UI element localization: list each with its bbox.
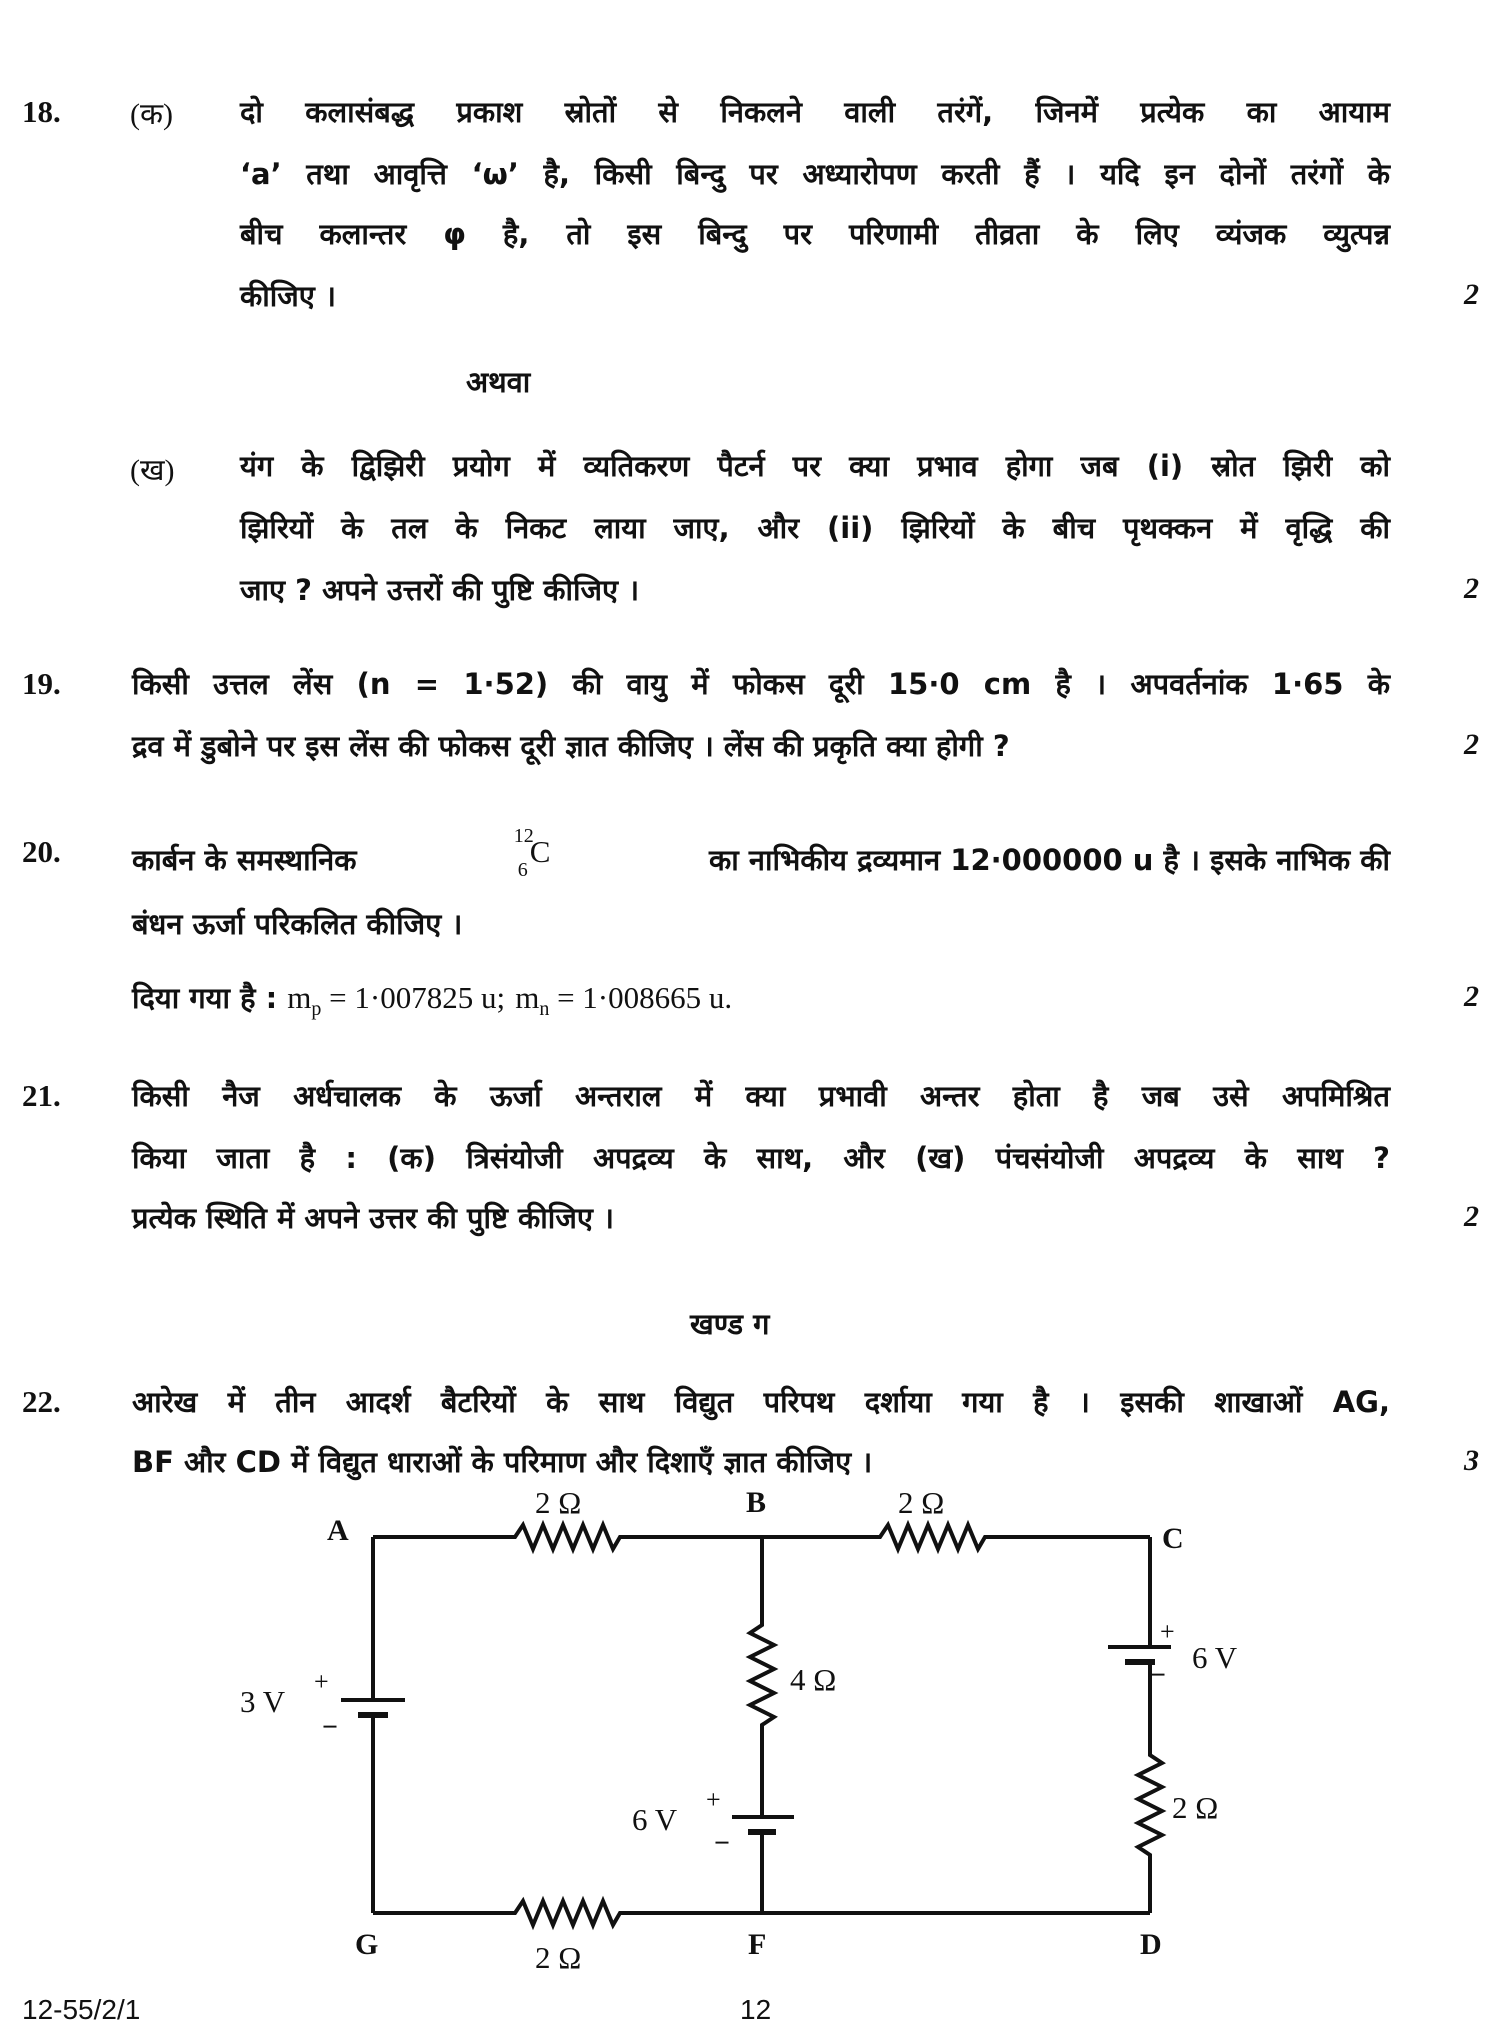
- page-number: 12: [740, 1994, 772, 2025]
- isotope-mass-number: 12: [513, 825, 534, 847]
- question-number-19: 19.: [22, 666, 61, 701]
- battery-cd-label: 6 V: [1192, 1640, 1238, 1675]
- q20-marks: 2: [1464, 980, 1479, 1013]
- battery-bf-minus: −: [714, 1828, 730, 1859]
- q19-marks: 2: [1464, 728, 1479, 761]
- q18a-line-4: कीजिए ।: [240, 279, 336, 313]
- q18-part-b-label: (ख): [130, 454, 175, 487]
- mn-expression: $m_n = 1\cdot 008665$ u.: [515, 980, 733, 1021]
- q18b-line-1: यंग के द्विझिरी प्रयोग में व्यतिकरण पैटर्न पर क्या प्रभाव होगा जब (i) स्रोत झिरी को: [240, 449, 1390, 483]
- or-label: अथवा: [466, 365, 531, 399]
- node-b-label: B: [746, 1486, 767, 1519]
- q22-marks: 3: [1464, 1444, 1479, 1477]
- battery-ag-minus: −: [322, 1712, 338, 1743]
- q18-part-a-label: (क): [130, 98, 174, 131]
- q18a-line-2: ‘a’ तथा आवृत्ति ‘ω’ है, किसी बिन्दु पर अध्यारोपण करती हैं । यदि इन दोनों तरंगों के: [240, 157, 1390, 191]
- section-heading: खण्ड ग: [690, 1307, 770, 1341]
- node-g-label: G: [355, 1928, 379, 1961]
- q18b-line-2: झिरियों के तल के निकट लाया जाए, और (ii) झिरियों के बीच पृथक्कन में वृद्धि की: [240, 511, 1390, 545]
- question-number-18: 18.: [22, 94, 61, 129]
- battery-cd-plus: +: [1160, 1617, 1175, 1646]
- question-number-21: 21.: [22, 1078, 61, 1113]
- battery-ag-label: 3 V: [240, 1684, 286, 1719]
- q20-text-after: का नाभिकीय द्रव्यमान 12·000000 u है । इसके नाभिक की: [709, 843, 1390, 877]
- node-c-label: C: [1162, 1522, 1184, 1555]
- given-label: दिया गया है :: [132, 981, 278, 1015]
- battery-bf-label: 6 V: [632, 1802, 678, 1837]
- q19-line-2: द्रव में डुबोने पर इस लेंस की फोकस दूरी ज्ञात कीजिए । लेंस की प्रकृति क्या होगी ?: [132, 729, 1010, 763]
- resistor-cd-label: 2 Ω: [1172, 1790, 1219, 1825]
- q22-line-1: आरेख में तीन आदर्श बैटरियों के साथ विद्युत परिपथ दर्शाया गया है । इसकी शाखाओं AG,: [132, 1385, 1390, 1419]
- q20-line-2: बंधन ऊर्जा परिकलित कीजिए ।: [132, 907, 463, 941]
- q18a-marks: 2: [1464, 278, 1479, 311]
- q18a-line-3: बीच कलान्तर φ है, तो इस बिन्दु पर परिणामी तीव्रता के लिए व्यंजक व्युत्पन्न: [240, 217, 1390, 251]
- question-number-22: 22.: [22, 1384, 61, 1419]
- resistor-bf-label: 4 Ω: [790, 1662, 837, 1697]
- q18b-marks: 2: [1464, 572, 1479, 605]
- q19-line-1: किसी उत्तल लेंस (n = 1·52) की वायु में फोकस दूरी 15·0 cm है । अपवर्तनांक 1·65 के: [132, 667, 1390, 701]
- question-number-20: 20.: [22, 834, 61, 869]
- node-a-label: A: [327, 1514, 349, 1547]
- paper-code: 12-55/2/1: [22, 1994, 141, 2025]
- node-d-label: D: [1140, 1928, 1162, 1961]
- isotope-symbol: C: [529, 834, 551, 869]
- battery-cd-minus: −: [1150, 1660, 1166, 1691]
- resistor-bc-label: 2 Ω: [898, 1485, 945, 1520]
- q21-marks: 2: [1464, 1200, 1479, 1233]
- q21-line-1: किसी नैज अर्धचालक के ऊर्जा अन्तराल में क्या प्रभावी अन्तर होता है जब उसे अपमिश्रित: [132, 1079, 1390, 1113]
- q20-text-before: कार्बन के समस्थानिक: [132, 843, 357, 877]
- isotope-atomic-number: 6: [517, 859, 528, 881]
- q18b-line-3: जाए ? अपने उत्तरों की पुष्टि कीजिए ।: [240, 573, 640, 607]
- node-f-label: F: [748, 1928, 767, 1961]
- q21-line-3: प्रत्येक स्थिति में अपने उत्तर की पुष्टि कीजिए ।: [132, 1201, 614, 1235]
- q21-line-2: किया जाता है : (क) त्रिसंयोजी अपद्रव्य के साथ, और (ख) पंचसंयोजी अपद्रव्य के साथ ?: [132, 1141, 1390, 1175]
- q18a-line-1: दो कलासंबद्ध प्रकाश स्रोतों से निकलने वाली तरंगें, जिनमें प्रत्येक का आयाम: [240, 95, 1390, 129]
- mp-expression: $m_p = 1\cdot 007825$ u;: [287, 980, 506, 1021]
- q22-line-2: BF और CD में विद्युत धाराओं के परिमाण और दिशाएँ ज्ञात कीजिए ।: [132, 1445, 873, 1479]
- resistor-ab-label: 2 Ω: [535, 1485, 582, 1520]
- battery-bf-plus: +: [706, 1785, 721, 1814]
- resistor-gf-label: 2 Ω: [535, 1940, 582, 1975]
- battery-ag-plus: +: [314, 1667, 329, 1696]
